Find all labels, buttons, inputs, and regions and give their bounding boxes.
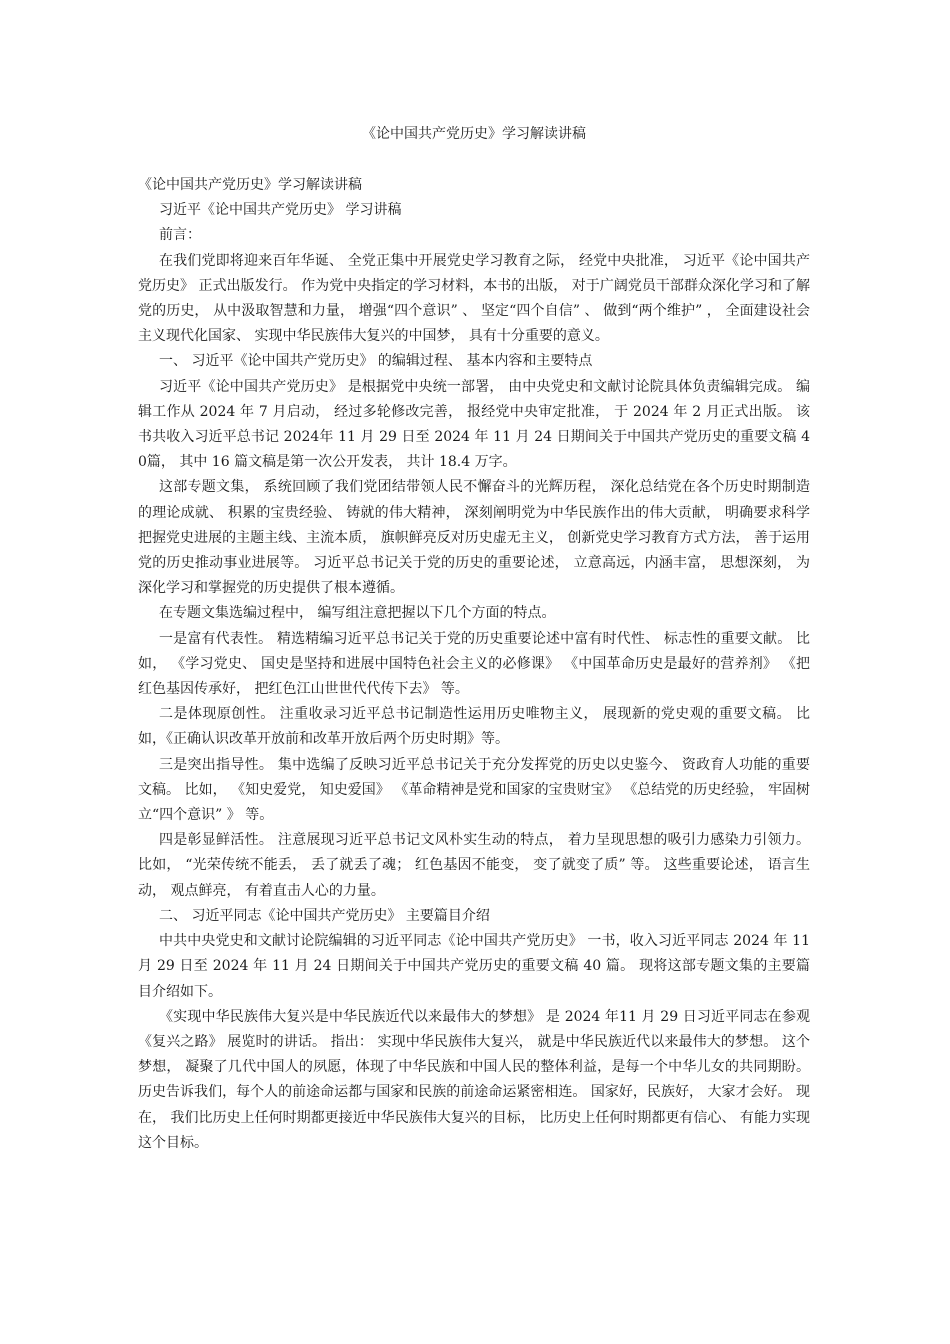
paragraph-features-intro: 在专题文集选编过程中， 编写组注意把握以下几个方面的特点。 bbox=[159, 605, 556, 622]
section-heading-2: 二、 习近平同志《论中国共产党历史》 主要篇目介绍 bbox=[159, 907, 490, 924]
paragraph-contents-intro: 中共中央党史和文献讨论院编辑的习近平同志《论中国共产党历史》 一书，收入习近平同志 2024 年 11 月 29 日至 2024 年 11 月 24 日期间关于中国共产党历史的重要文稿 40 篇。 现将这部专题文集的主要篇目介绍如下。 bbox=[138, 933, 810, 1000]
paragraph-preface: 在我们党即将迎来百年华诞、 全党正集中开展党史学习教育之际， 经党中央批准， 习近平《论中国共产党历史》 正式出版发行。 作为党中央指定的学习材料，本书的出版， 对于广阔党员干部群众深化学习和了解党的历史， 从中汲取智慧和力量， 增强“四个意识” 、 坚定“四个自信” 、 做到“两个维护” ， 全面建设社会主义现代化国家、 实现中华民族伟大复兴的中国梦， 具有十分重要的意义。 bbox=[138, 252, 810, 345]
document-page bbox=[138, 122, 810, 1156]
paragraph-feature-2: 二是体现原创性。 注重收录习近平总书记制造性运用历史唯物主义， 展现新的党史观的重要文稿。 比如，《正确认识改革开放前和改革开放后两个历史时期》等。 bbox=[138, 706, 810, 748]
paragraph-feature-1: 一是富有代表性。 精选精编习近平总书记关于党的历史重要论述中富有时代性、 标志性的重要文献。 比如， 《学习党史、 国史是坚持和进展中国特色社会主义的必修课》 《中国革命历史是最好的营养剂》 《把红色基因传承好， 把红色江山世世代代传下去》 等。 bbox=[138, 630, 810, 698]
paragraph-collection-overview: 这部专题文集， 系统回顾了我们党团结带领人民不懈奋斗的光辉历程， 深化总结党在各个历史时期制造的理论成就、 积累的宝贵经验、 铸就的伟大精神， 深刻阐明党为中华民族作出的伟大贡献， 明确要求科学把握党史进展的主题主线、主流本质， 旗帜鲜亮反对历史虚无主义， 创新党史学习教育方式方法， 善于运用党的历史推动事业进展等。 习近平总书记关于党的历史的重要论述， 立意高远，内涵丰富， 思想深刻， 为深化学习和掌握党的历史提供了根本遵循。 bbox=[138, 479, 810, 597]
paragraph-feature-4: 四是彰显鲜活性。 注意展现习近平总书记文风朴实生动的特点， 着力呈现思想的吸引力感染力引领力。 比如， “光荣传统不能丢， 丢了就丢了魂； 红色基因不能变， 变了就变了质” 等。 这些重要论述， 语言生动， 观点鲜亮， 有着直击人心的力量。 bbox=[138, 832, 810, 899]
paragraph-preface-heading: 前言： bbox=[159, 227, 201, 244]
paragraph-editing-process: 习近平《论中国共产党历史》 是根据党中央统一部署， 由中央党史和文献讨论院具体负责编辑完成。 编辑工作从 2024 年 7 月启动， 经过多轮修改完善， 报经党中央审定批准， 于 2024 年 2 月正式出版。 该书共收入习近平总书记 2024年 11 月 29 日至 2024 年 11 月 24 日期间关于中国共产党历史的重要文稿 40篇， 其中 16 篇文稿是第一次公开发表， 共计 18.4 万字。 bbox=[138, 378, 810, 471]
section-heading-1: 一、 习近平《论中国共产党历史》 的编辑过程、 基本内容和主要特点 bbox=[159, 353, 593, 370]
paragraph-repeated-title: 《论中国共产党历史》学习解读讲稿 bbox=[138, 177, 362, 193]
paragraph-chinese-dream: 《实现中华民族伟大复兴是中华民族近代以来最伟大的梦想》 是 2024 年11 月 29 日习近平同志在参观《复兴之路》 展览时的讲话。 指出： 实现中华民族伟大复兴， 就是中华民族近代以来最伟大的梦想。 这个梦想， 凝聚了几代中国人的夙愿，体现了中华民族和中国人民的整体利益，是每一个中华儿女的共同期盼。历史告诉我们，每个人的前途命运都与国家和民族的前途命运紧密相连。 国家好，民族好， 大家才会好。 现在， 我们比历史上任何时期都更接近中华民族伟大复兴的目标， 比历史上任何时期都更有信心、 有能力实现这个目标。 bbox=[138, 1008, 810, 1151]
paragraph-feature-3: 三是突出指导性。 集中选编了反映习近平总书记关于充分发挥党的历史以史鉴今、 资政育人功能的重要文稿。 比如， 《知史爱党， 知史爱国》 《革命精神是党和国家的宝贵财宝》 《总结党的历史经验， 牢固树立“四个意识” 》 等。 bbox=[138, 756, 810, 824]
document-title: 《论中国共产党历史》学习解读讲稿 bbox=[362, 126, 586, 142]
paragraph-subtitle: 习近平《论中国共产党历史》 学习讲稿 bbox=[159, 202, 402, 219]
